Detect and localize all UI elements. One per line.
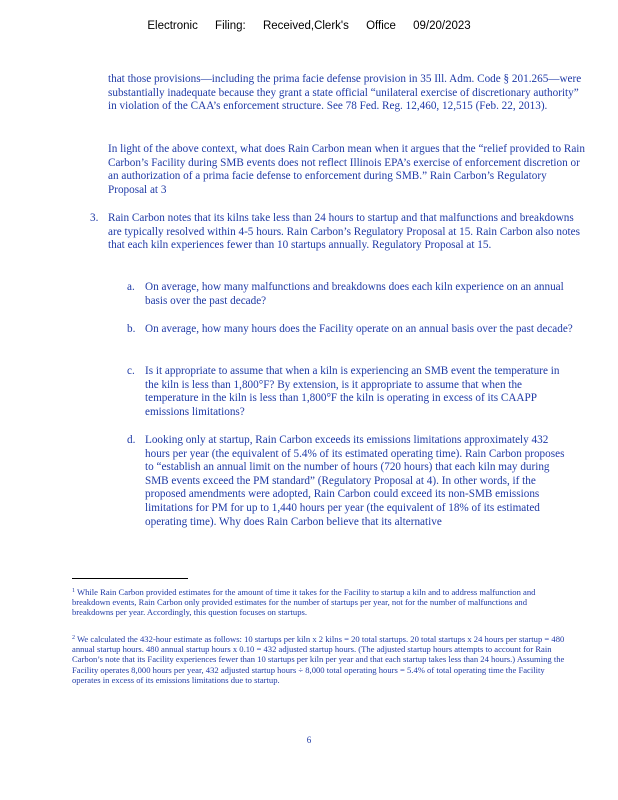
footnote-2-text: We calculated the 432-hour estimate as follows: 10 startups per kiln x 2 kilns = 20 total startups. 20 total startups x 24 hours per startup = 480 annual startup hours. 480 annual startup hours x 0.10 = 432 adjusted startup hours. (The adjusted startup hours attempts to account for Rain Carbon’s note that its Facility experiences fewer than 10 startups per kiln per year and that each startup takes less than 24 hours.) Assuming the Facility operates 8,000 hours per year, 432 adjusted startup hours ÷ 8,000 total operating hours = 5.4% of total operating time the Facility operates in excess of its emissions limitations due to startup. xyxy=(72,634,565,685)
sub-b-text: On average, how many hours does the Facility operate on an annual basis over the past decade? xyxy=(145,323,573,335)
sub-a-text: On average, how many malfunctions and breakdowns does each kiln experience on an annual basis over the past decade? xyxy=(145,281,564,307)
footnote-divider xyxy=(72,578,188,579)
footnote-2 xyxy=(72,634,568,685)
page-number: 6 xyxy=(306,735,312,745)
sub-b-label: b. xyxy=(127,323,136,335)
sub-d-label: d. xyxy=(127,434,136,446)
item-3-text: Rain Carbon notes that its kilns take less than 24 hours to startup and that malfunctions and breakdowns are typically resolved within 4-5 hours. Rain Carbon’s Regulatory Proposal at 15. Rain Carbon also notes that each kiln experiences fewer than 10 startups annually. Regulatory Proposal at 15. xyxy=(108,212,580,252)
sub-a-label: a. xyxy=(127,281,135,293)
item-3-number: 3. xyxy=(90,212,99,224)
sub-d-text: Looking only at startup, Rain Carbon exceeds its emissions limitations approximately 432 hours per year (the equivalent of 5.4% of its estimated operating time). Rain Carbon proposes to “establish an annual limit on the number of hours (720 hours) that each kiln may during SMB events exceed the PM standard” (Regulatory Proposal at 4). In other words, if the proposed amendments were adopted, Rain Carbon could exceed its non-SMB emissions limitations for PM for up to 1,440 hours per year (the equivalent of 18% of its estimated operating time). Why does Rain Carbon believe that its alternative xyxy=(145,434,565,528)
footnote-2-marker: 2 xyxy=(72,635,75,641)
header-received-clerks: Received,Clerk's xyxy=(262,20,349,32)
footnote-1-text: While Rain Carbon provided estimates for the amount of time it takes for the Facility to startup a kiln and to address malfunction and breakdown events, Rain Carbon only provided estimates for the number of startups per year, not for the number of malfunctions and breakdowns per year. Accordingly, this question focuses on startups. xyxy=(72,587,536,618)
paragraph-prior-provisions: that those provisions—including the prima facie defense provision in 35 Ill. Adm. Code § 201.265—were substantially inadequate because they grant a state official “unilateral exercise of discretionary authority” in violation of the CAA’s enforcement structure. See 78 Fed. Reg. 12,460, 12,515 (Feb. 22, 2013). xyxy=(108,73,582,113)
header-filing: Filing: xyxy=(215,20,246,32)
paragraph-context-question: In light of the above context, what does Rain Carbon mean when it argues that the “relief provided to Rain Carbon’s Facility during SMB events does not reflect Illinois EPA’s exercise of enforcement discretion or an authorization of a prima facie defense to enforcement during SMB.” Rain Carbon’s Regulatory Proposal at 3 xyxy=(108,143,585,196)
header-electronic: Electronic xyxy=(147,20,198,32)
sub-c-label: c. xyxy=(127,365,135,377)
filing-stamp-header xyxy=(0,20,618,32)
sub-c-text: Is it appropriate to assume that when a kiln is experiencing an SMB event the temperature in the kiln is less than 1,800°F? By extension, is it appropriate to assume that when the temperature in the kiln is less than 1,800°F the kiln is operating in excess of its CAAPP emissions limitations? xyxy=(145,365,560,418)
footnote-1 xyxy=(72,587,568,618)
footnote-1-marker: 1 xyxy=(72,588,75,594)
header-office: Office xyxy=(366,20,396,32)
header-date: 09/20/2023 xyxy=(413,20,471,32)
